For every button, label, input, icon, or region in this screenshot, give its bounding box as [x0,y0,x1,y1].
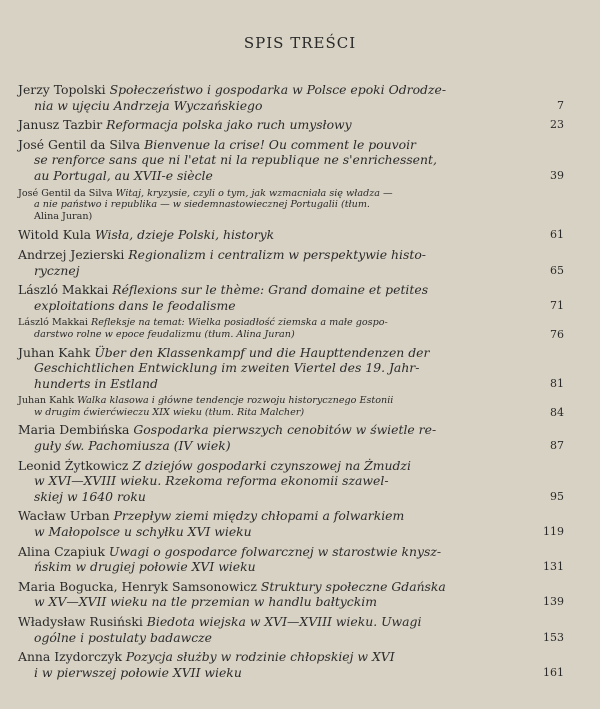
toc-entry [18,422,564,453]
entry-title-cont: Geschichtlichen Entwicklung im zweiten Viertel des 19. Jahr- [34,360,420,376]
entry-author: László Makkai [18,317,88,329]
entry-title-cont: w XVI—XVIII wieku. Rzekoma reforma ekonomii szawel- [34,473,389,489]
toc-entry [18,247,564,278]
entry-title-cont: se renforce sans que ni l'etat ni la republique ne s'enrichessent, [34,152,437,168]
entry-title: Reformacja polska jako ruch umysłowy [106,117,352,133]
entry-page: 81 [550,376,564,390]
toc-entry [18,395,564,418]
entry-page: 95 [550,489,564,503]
toc-entry [18,345,564,392]
entry-title: Bienvenue la crise! Ou comment le pouvoir [144,136,416,152]
toc-entry [18,649,564,680]
toc-entry [18,82,564,113]
toc-entry [18,227,564,243]
toc-entry [18,544,564,575]
entry-title-cont: ńskim w drugiej połowie XVI wieku [34,559,256,575]
toc-entry [18,579,564,610]
toc-entry [18,282,564,313]
entry-title-cont: i w pierwszej połowie XVII wieku [34,664,242,680]
entry-page: 7 [557,98,564,112]
entry-author: Jerzy Topolski [18,82,106,97]
entry-page: 139 [543,595,564,609]
toc-entry [18,458,564,505]
toc-entry [18,614,564,645]
table-of-contents [18,82,564,680]
entry-author: Juhan Kahk [18,344,91,360]
entry-title: Walka klasowa i główne tendencje rozwoju historycznego Estonii [77,395,394,407]
entry-page: 119 [543,525,564,539]
entry-title-cont: darstwo rolne w epoce feudalizmu (tłum. Alina Juran) [34,328,295,340]
entry-page: 87 [550,439,564,453]
entry-author: Witold Kula [18,227,92,243]
toc-entry [18,508,564,539]
entry-title-cont: w Małopolsce u schyłku XVI wieku [34,524,252,540]
entry-author: Andrzej Jezierski [18,246,125,262]
entry-page: 153 [543,630,564,644]
entry-page: 76 [550,327,564,341]
entry-title: Über den Klassenkampf und die Haupttendenzen der [94,344,430,360]
entry-author: László Makkai [18,282,109,298]
entry-title: Z dziejów gospodarki czynszowej na Żmudzi [132,457,411,473]
page-title: SPIS TREŚCI [243,34,357,52]
entry-page: 39 [550,168,564,182]
entry-title: Réflexions sur le thème: Grand domaine et petites [112,282,429,298]
entry-title: Gospodarka pierwszych cenobitów w świetle re- [133,422,437,438]
entry-title: Wisła, dzieje Polski, historyk [95,227,275,243]
entry-title: Pozycja służby w rodzinie chłopskiej w XVI [125,649,395,665]
entry-title-cont: rycznej [34,262,80,278]
entry-title: Uwagi o gospodarce folwarcznej w starostwie knysz- [108,543,442,559]
entry-page: 65 [550,263,564,277]
entry-title-cont: ogólne i postulaty badawcze [34,629,212,645]
entry-page: 131 [543,560,564,574]
entry-title-cont: guły św. Pachomiusza (IV wiek) [34,438,231,454]
entry-author: Leonid Żytkowicz [18,457,129,473]
entry-title-cont: hunderts in Estland [34,375,158,391]
entry-page: 23 [550,118,564,132]
entry-title-cont: au Portugal, au XVII-e siècle [34,167,213,183]
entry-title-cont: Alina Juran) [34,210,93,222]
entry-title-cont: exploitations dans le feodalisme [34,297,236,313]
entry-page: 61 [550,228,564,242]
toc-entry [18,117,564,133]
entry-title: Regionalizm i centralizm w perspektywie histo- [128,246,426,262]
entry-title-cont: w XV—XVII wieku na tle przemian w handlu bałtyckim [34,594,377,610]
entry-title: Refleksje na temat: Wielka posiadłość ziemska a małe gospo- [90,317,388,329]
entry-author: Maria Dembińska [18,422,130,438]
toc-entry [18,188,564,223]
entry-author: Alina Czapiuk [18,543,105,559]
entry-author: Wacław Urban [18,508,110,524]
entry-title-cont: skiej w 1640 roku [34,488,146,504]
entry-author: Władysław Rusiński [18,614,143,629]
toc-entry [18,317,564,340]
entry-author: Juhan Kahk [18,395,75,407]
entry-title: Witaj, kryzysie, czyli o tym, jak wzmacniała się władza — [115,187,393,199]
entry-title-cont: a nie państwo i republika — w siedemnastowiecznej Portugalii (tłum. [34,199,370,211]
entry-author: José Gentil da Silva [18,136,141,152]
entry-author: Maria Bogucka, Henryk Samsonowicz [18,578,257,594]
entry-title-cont: w drugim ćwierćwieczu XIX wieku (tłum. Rita Malcher) [34,406,305,418]
entry-title: Biedota wiejska w XVI—XVIII wieku. Uwagi [146,614,422,629]
entry-author: Janusz Tazbir [18,117,103,133]
entry-title-cont: nia w ujęciu Andrzeja Wyczańskiego [34,97,263,113]
entry-title: Struktury społeczne Gdańska [260,578,446,594]
toc-entry [18,137,564,184]
entry-title: Przepływ ziemi między chłopami a folwarkiem [113,508,405,524]
entry-author: José Gentil da Silva [18,187,113,199]
entry-page: 71 [550,298,564,312]
entry-author: Anna Izydorczyk [18,649,122,665]
entry-title: Społeczeństwo i gospodarka w Polsce epoki Odrodze- [109,82,447,97]
entry-page: 84 [550,405,564,419]
entry-page: 161 [543,665,564,679]
